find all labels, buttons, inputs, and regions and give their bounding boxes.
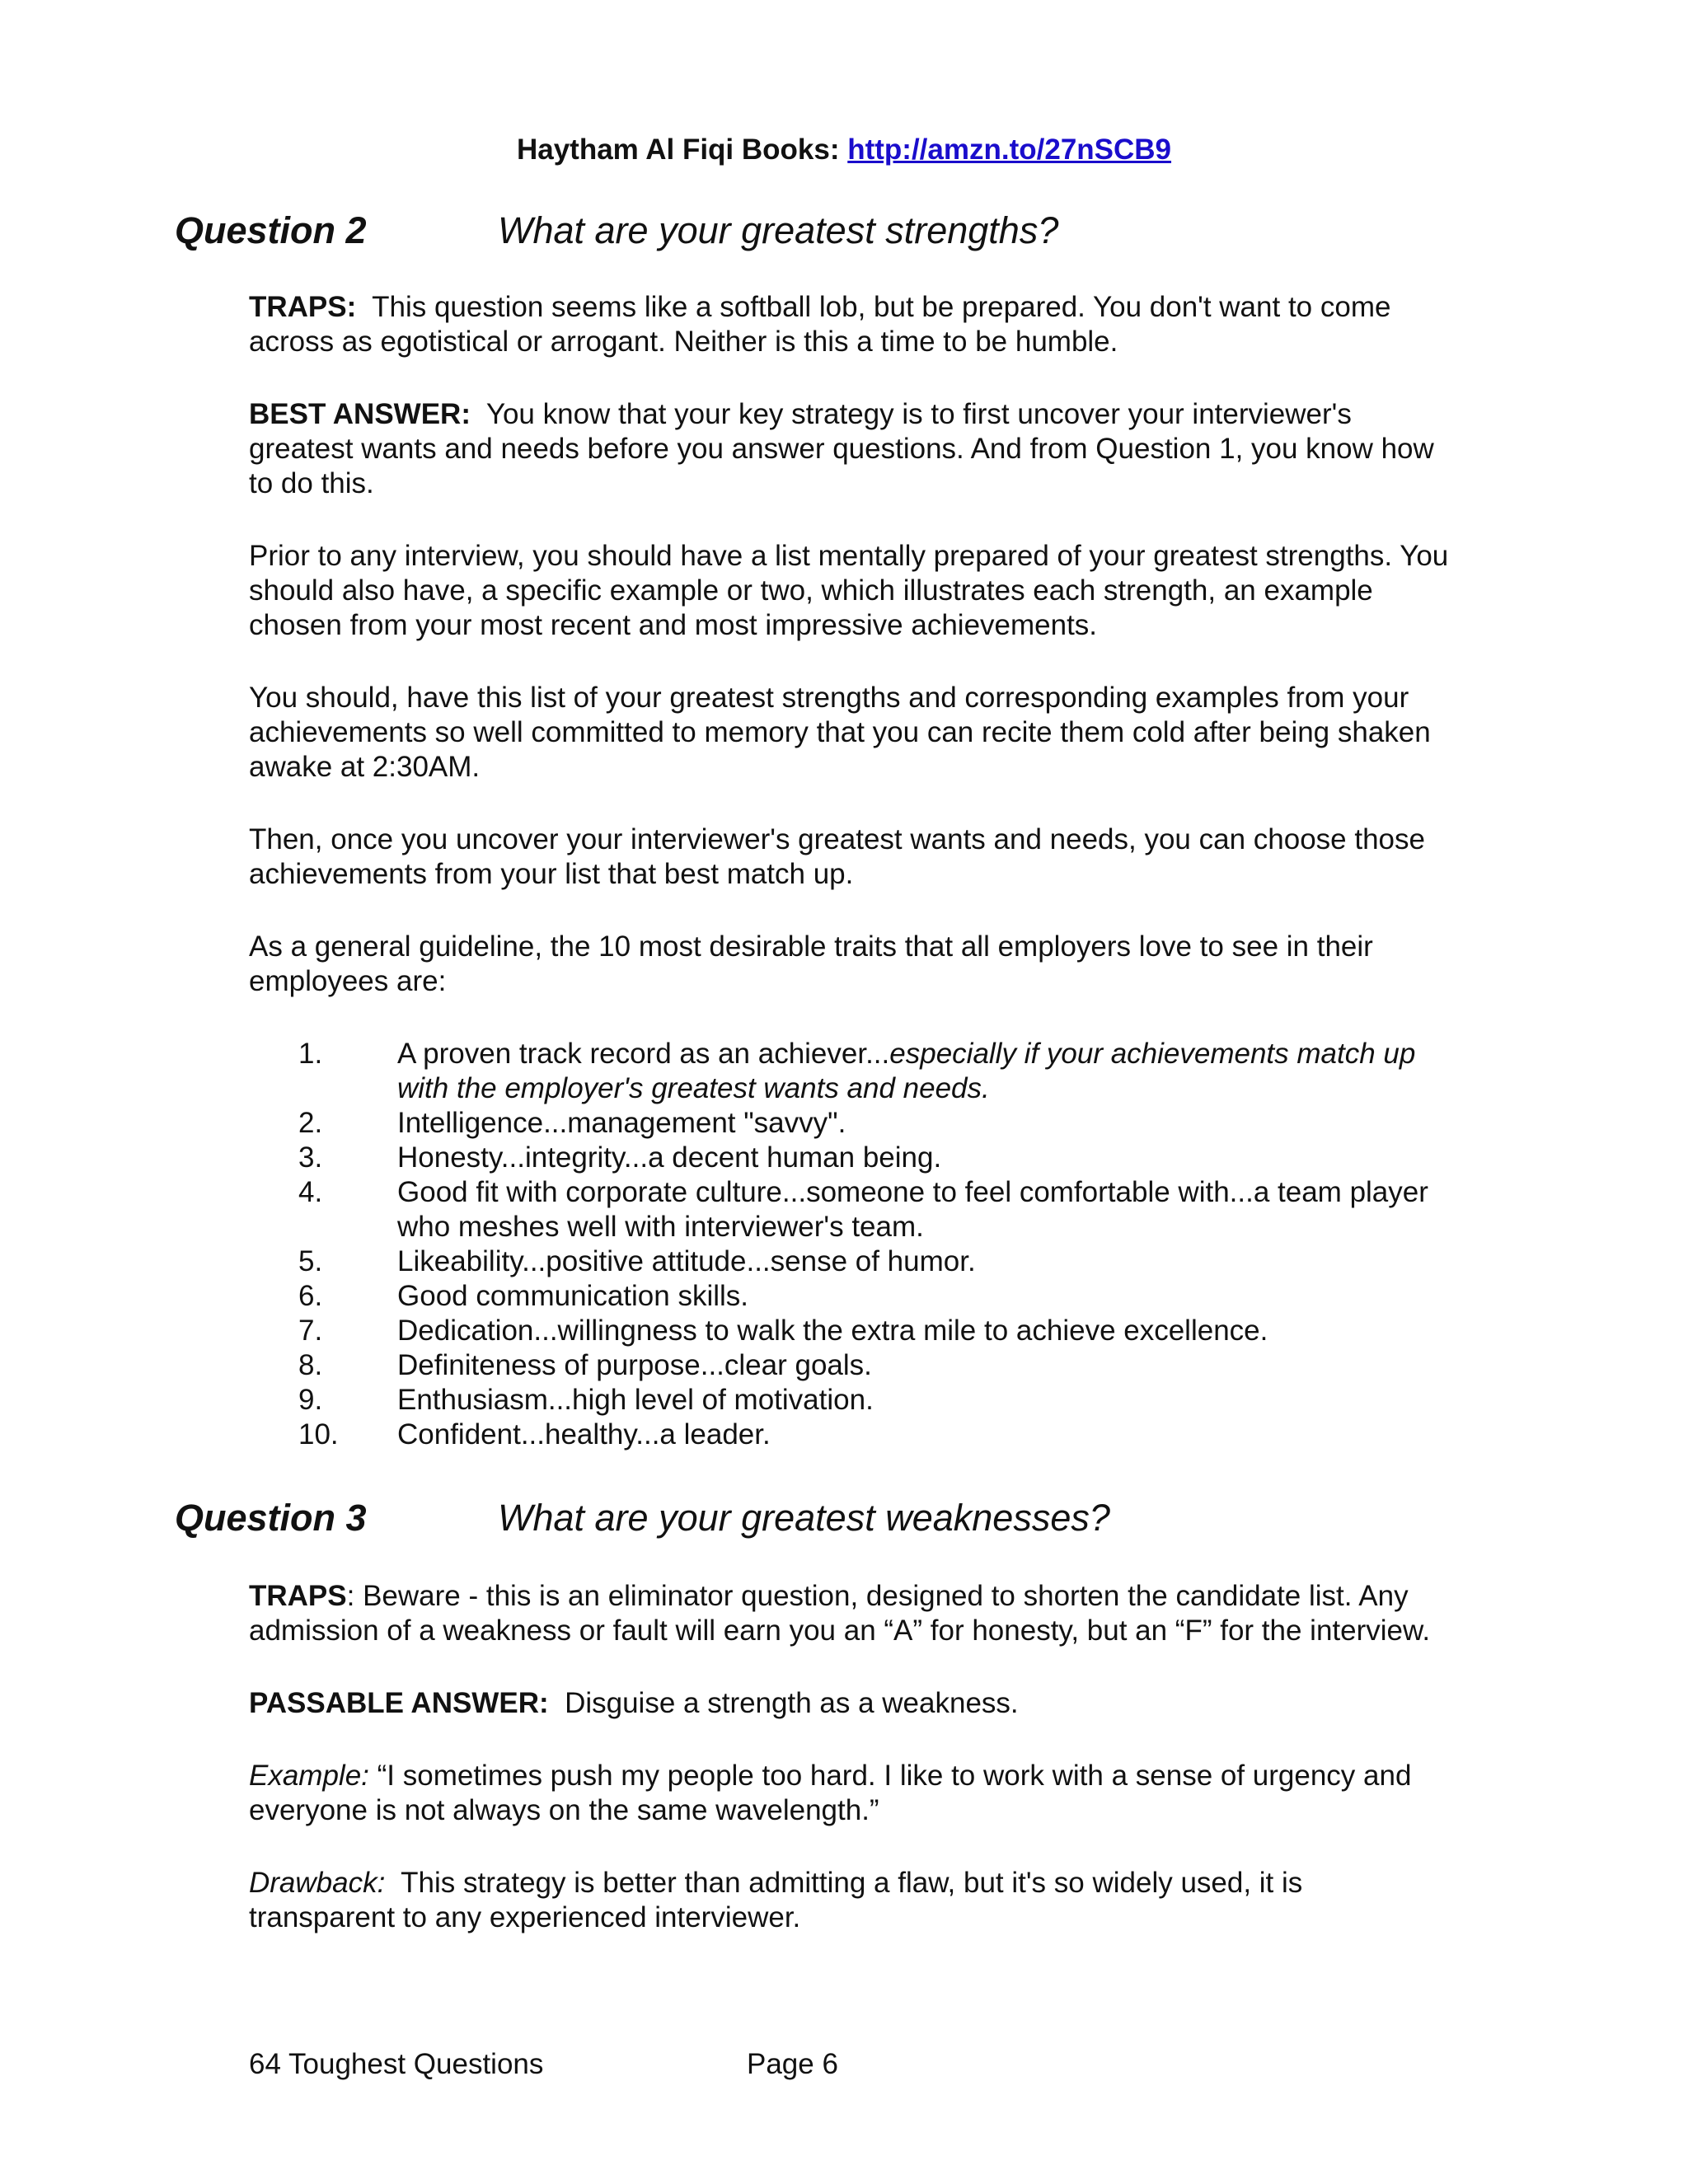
- q3-passable-answer-paragraph: [249, 1686, 1452, 1721]
- list-item-number: 4.: [298, 1176, 323, 1208]
- list-item-text-plain: A proven track record as an achiever...: [397, 1038, 890, 1070]
- list-item-number: 10.: [298, 1418, 339, 1451]
- list-item: [249, 1244, 1452, 1279]
- q3-traps-label: TRAPS: [249, 1580, 347, 1612]
- footer-book-title: 64 Toughest Questions: [249, 2048, 544, 2080]
- list-item-text: Likeability...positive attitude...sense of humor.: [397, 1245, 976, 1277]
- q3-passable-answer-label: PASSABLE ANSWER:: [249, 1687, 549, 1719]
- list-item-number: 1.: [298, 1038, 323, 1070]
- question-3-body: [249, 1579, 1452, 1973]
- q2-best-answer-paragraph: [249, 397, 1452, 501]
- list-item-number: 7.: [298, 1315, 323, 1347]
- q3-example-text: “I sometimes push my people too hard. I like to work with a sense of urgency and everyone is not always on the same wavelength.”: [249, 1760, 1412, 1826]
- page-footer: [249, 2047, 838, 2082]
- q2-paragraph-4: As a general guideline, the 10 most desirable traits that all employers love to see in their employees are:: [249, 930, 1373, 997]
- question-3-title: What are your greatest weaknesses?: [498, 1497, 1110, 1539]
- question-2-heading: [175, 206, 1058, 255]
- header-label: Haytham Al Fiqi Books:: [516, 134, 840, 166]
- question-2-title: What are your greatest strengths?: [498, 209, 1059, 251]
- list-item-text: Good fit with corporate culture...someone to feel comfortable with...a team player who meshes well with interviewer's team.: [397, 1176, 1428, 1243]
- q3-drawback-label: Drawback:: [249, 1867, 386, 1899]
- list-item: [249, 1106, 1452, 1141]
- q3-example-label: Example:: [249, 1760, 369, 1792]
- q3-drawback-paragraph: [249, 1866, 1452, 1935]
- list-item-number: 3.: [298, 1141, 323, 1174]
- question-3-number: Question 3: [175, 1497, 367, 1539]
- q2-traps-paragraph: [249, 290, 1452, 359]
- list-item: [249, 1175, 1452, 1244]
- list-item: [249, 1141, 1452, 1175]
- question-3-heading: [175, 1493, 1110, 1543]
- page-header: [0, 130, 1688, 170]
- q2-traps-label: TRAPS:: [249, 291, 357, 323]
- q3-traps-text: : Beware - this is an eliminator question, designed to shorten the candidate list. Any admission of a weakness or fault will earn you an “A” for honesty, but an “F” for the interview.: [249, 1580, 1431, 1647]
- traits-list: [249, 1037, 1452, 1452]
- list-item-text: Confident...healthy...a leader.: [397, 1418, 771, 1451]
- q2-paragraph-2: You should, have this list of your greatest strengths and corresponding examples from your achievements so well committed to memory that you can recite them cold after being shaken awake at 2:30AM.: [249, 682, 1431, 783]
- list-item: [249, 1383, 1452, 1418]
- list-item-text: [397, 1037, 1452, 1106]
- list-item-text: Dedication...willingness to walk the extra mile to achieve excellence.: [397, 1315, 1268, 1347]
- list-item-text: Honesty...integrity...a decent human being.: [397, 1141, 942, 1174]
- footer-page-number: Page 6: [747, 2048, 838, 2080]
- q2-best-answer-text: You know that your key strategy is to first uncover your interviewer's greatest wants and needs before you answer questions. And from Question 1, you know how to do this.: [249, 398, 1434, 499]
- list-item-text: Intelligence...management "savvy".: [397, 1107, 846, 1139]
- list-item-number: 2.: [298, 1107, 323, 1139]
- list-item: [249, 1037, 1452, 1106]
- q3-passable-answer-text: Disguise a strength as a weakness.: [565, 1687, 1019, 1719]
- question-2-body: [249, 290, 1452, 1452]
- q3-drawback-text: This strategy is better than admitting a flaw, but it's so widely used, it is transparent to any experienced interviewer.: [249, 1867, 1303, 1933]
- q2-traps-text: This question seems like a softball lob, but be prepared. You don't want to come across as egotistical or arrogant. Neither is this a time to be humble.: [249, 291, 1391, 358]
- list-item: [249, 1348, 1452, 1383]
- q3-example-paragraph: [249, 1759, 1452, 1828]
- list-item-number: 5.: [298, 1245, 323, 1277]
- q2-best-answer-label: BEST ANSWER:: [249, 398, 471, 430]
- list-item-text-italic: especially if your achievements match up with the employer's greatest wants and needs.: [397, 1038, 1416, 1104]
- list-item-number: 9.: [298, 1384, 323, 1416]
- list-item-text: Good communication skills.: [397, 1280, 748, 1312]
- question-2-number: Question 2: [175, 209, 367, 251]
- q2-paragraph-3: Then, once you uncover your interviewer's greatest wants and needs, you can choose those achievements from your list that best match up.: [249, 823, 1425, 890]
- list-item-text: Definiteness of purpose...clear goals.: [397, 1349, 872, 1381]
- amazon-link[interactable]: http://amzn.to/27nSCB9: [847, 134, 1172, 166]
- list-item: [249, 1418, 1452, 1452]
- list-item: [249, 1279, 1452, 1314]
- q3-traps-paragraph: [249, 1579, 1452, 1648]
- list-item-text: Enthusiasm...high level of motivation.: [397, 1384, 874, 1416]
- list-item-number: 8.: [298, 1349, 323, 1381]
- list-item-number: 6.: [298, 1280, 323, 1312]
- q2-paragraph-1: Prior to any interview, you should have a list mentally prepared of your greatest strengths. You should also have, a specific example or two, which illustrates each strength, an example chosen from your most recent and most impressive achievements.: [249, 540, 1449, 641]
- list-item: [249, 1314, 1452, 1348]
